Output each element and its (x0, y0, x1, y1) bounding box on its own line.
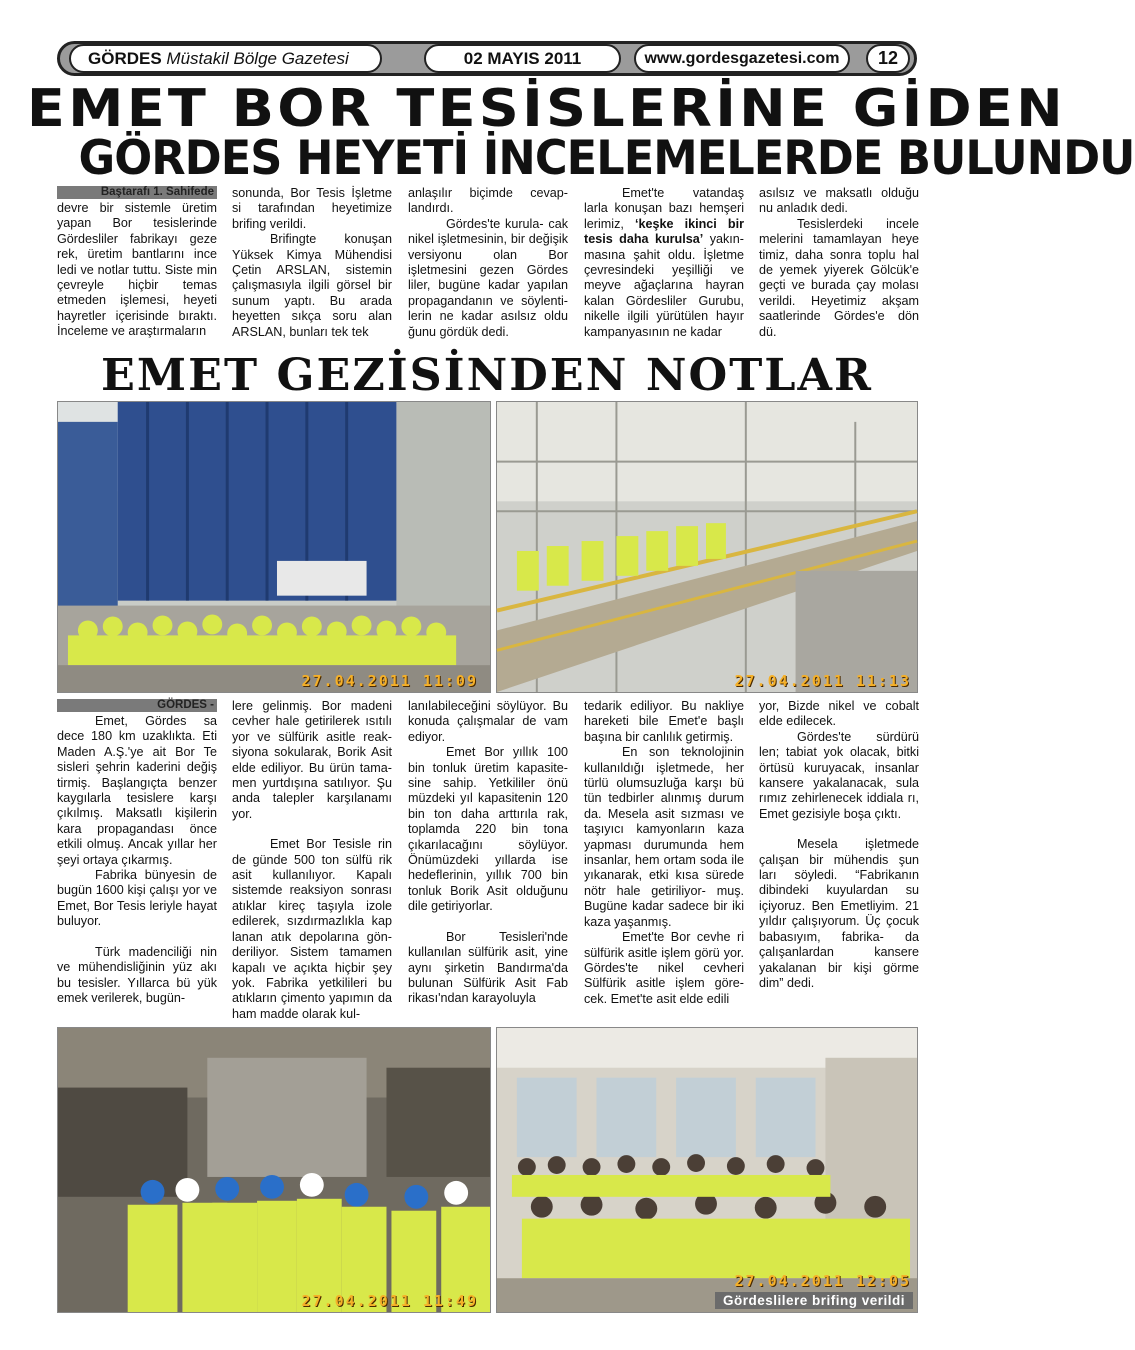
paper-tagline: Müstakil Bölge Gazetesi (166, 49, 349, 68)
article1-kicker: Baştarafı 1. Sahifede (57, 186, 217, 199)
paragraph-gap (408, 915, 568, 930)
paragraph: Emet Bor yıllık 100 bin tonluk üretim kapasite- sine sahip. Yetkililer önü müzdeki yıl kapasitenin 120 bin ton daha arttırıla rak, toplamda 220 bin tona çıkarılacağını söylüyor. Önümüzdeki yıllarda ise hedeflerinin, yıllık 700 bin tonluk Borik Asit olduğunu dile getiriyorlar. (408, 745, 568, 914)
workshop-image (58, 1028, 490, 1312)
article2-column-3 (408, 699, 568, 1007)
article2-column-1 (57, 699, 217, 1006)
briefing-room-image (497, 1028, 917, 1312)
paragraph: sonunda, Bor Tesis İşletme si tarafından heyetimize brifing verildi. (232, 186, 392, 231)
article1-column-1 (57, 186, 217, 340)
paragraph: Emet'te Bor cevhe ri sülfürik asitle işlem görü yor. Gördes'te nikel cevheri Sülfürik asitle işlem göre- cek. Emet'te asit elde edili (584, 930, 744, 1006)
paragraph: Fabrika bünyesin de bugün 1600 kişi çalışı yor ve Emet, Bor Tesis leriyle hayat buluyor. (57, 868, 217, 929)
article1-column-3 (408, 186, 568, 340)
walkway-image (497, 402, 917, 692)
paragraph: yor, Bizde nikel ve cobalt elde edilecek. (759, 699, 919, 729)
highlighted-quote: ‘keşke ikinci bir tesis daha kurulsa’ (584, 216, 744, 247)
photo-briefing-room (496, 1027, 918, 1313)
article1-column-5 (759, 186, 919, 340)
paragraph: Türk madenciliği nin ve mühendisliğinin yüz akı bu tesisler. Yıllarca bü yük emek verilerek, bugün- (57, 944, 217, 1005)
paragraph: Gördes'te kurula- cak nikel işletmesinin, bir değişik versiyonu olan Bor işletmesini gezen Gördes liler, bugüne kadar yapılan propagandanın ve söylenti- lerin ne kadar asılsız oldu ğunu gördük dedi. (408, 216, 568, 339)
paragraph: anlaşılır biçimde cevap- landırdı. (408, 186, 568, 216)
photo-factory-exterior (57, 401, 491, 693)
paragraph: devre bir sistemle üretim yapan Bor tesislerinde Gördesliler fabrikayı geze rek, üretim bantlarını ince ledi ve notlar tuttu. Siste min çevreyle hiçbir temas etmeden işlemesi, heyeti hayretler içerisinde bıraktı. İnceleme ve araştırmaların (57, 201, 217, 339)
headline-line-2: GÖRDES HEYETİ İNCELEMELERDE BULUNDU (78, 131, 1135, 186)
article2-column-5 (759, 699, 919, 991)
paragraph: tedarik ediliyor. Bu nakliye hareketi bile Emet'e başlı başına bir canlılık getirmiş. (584, 699, 744, 744)
article1-column-4 (584, 186, 744, 340)
paragraph: Tesislerdeki incele melerini tamamlayan heye timiz, daha sonra toplu hal de yemek yiyerek Gölcük'e geçti ve burada çay molası verildi. Heyetimiz akşam saatlerinde Gördes'e dön dü. (759, 216, 919, 339)
factory-exterior-image (58, 402, 490, 692)
paragraph: En son teknolojinin kullanıldığı işletmede, her türlü olumsuzluğa karşı bü tün tedbirler alınmış durum da. Mesela asit sızması ve taşıyıcı kamyonların kaza yapması durumunda hem insanlar, hem ortam soda ile yıkanarak, etki kısa sürede nötr hale getiriliyor- muş. Bugüne kadar sadece bir iki kaza yaşanmış. (584, 745, 744, 929)
paragraph: lanılabileceğini söylüyor. Bu konuda çalışmalar de vam ediyor. (408, 699, 568, 744)
photo-timestamp: 27.04.2011 11:13 (734, 672, 911, 690)
photo-timestamp: 27.04.2011 11:09 (301, 672, 478, 690)
paragraph: Bor Tesisleri'nde kullanılan sülfürik asit, yine aynı şirketin Bandırma'da bulunan Sülfürik Asit Fab rikası'ndan karayoluyla (408, 929, 568, 1006)
paper-name-pill (69, 44, 382, 73)
paragraph: lere gelinmiş. Bor madeni cevher hale getirilerek ısıtılı yor ve sülfürik asitle reak- siyona sokularak, Borik Asit elde ediliyor. Bu ürün tama- men yurtdışına satılıyor. Şu anda talepler karşılanamı yor. (232, 699, 392, 821)
paper-name: GÖRDES (88, 49, 162, 68)
paragraph: Mesela işletmede çalışan bir mühendis şun ları söyledi. “Fabrikanın dibindeki kuyulardan su içiyoruz. Ben Emetliyim. 21 yıldır çalışıyorum. Üç çocuk babasıyım, fabrika- da çalışanlardan kansere yakalanan bir kişi görme dim” dedi. (759, 837, 919, 990)
headline-line-1: EMET BOR TESİSLERİNE GİDEN (26, 79, 1066, 139)
paragraph: Gördes'te sürdürü len; tabiat yok olacak, bitki örtüsü kuruyacak, insanlar kansere yakalanacak, sula rımız zehirlenecek iddiala rı, Emet gezisiyle boşa çıktı. (759, 729, 919, 821)
paragraph-gap (232, 822, 392, 837)
photo-timestamp: 27.04.2011 12:05 (734, 1272, 911, 1290)
paragraph: asılsız ve maksatlı olduğu nu anladık dedi. (759, 186, 919, 216)
photo-timestamp: 27.04.2011 11:49 (301, 1292, 478, 1310)
paragraph-gap (759, 822, 919, 837)
section-headline: EMET GEZİSİNDEN NOTLAR (100, 350, 874, 401)
article2-column-2 (232, 699, 392, 1022)
article2-kicker: GÖRDES - (57, 699, 217, 712)
photo-walkway (496, 401, 918, 693)
website-link[interactable]: www.gordesgazetesi.com (634, 44, 850, 73)
paragraph-gap (57, 930, 217, 945)
photo-caption: Gördeslilere brifing verildi (715, 1292, 913, 1309)
paragraph: Brifingte konuşan Yüksek Kimya Mühendisi Çetin ARSLAN, sistemin çalışmasıyla ilgili görsel bir sunum yaptı. Bu arada heyetten sıkça soru alan ARSLAN, bunları tek tek (232, 232, 392, 339)
paragraph: Emet Bor Tesisle rin de günde 500 ton sülfü rik asit kullanılıyor. Kapalı sistemde reaksiyon sonrası atıklar kireç taşıyla izole edilerek, sızdırmazlıkla kap lanan atık depolarına gön- deriliyor. Sistem tamamen kapalı ve açıkta hiçbir şey yok. Fabrika yetkilileri bu atıkların çimento yapımın da ham madde olarak kul- (232, 837, 392, 1021)
issue-date: 02 MAYIS 2011 (424, 44, 621, 73)
paragraph: Emet, Gördes sa dece 180 km uzaklıkta. Eti Maden A.Ş.'ye ait Bor Te sisleri şehrin kaderini değiş tirmiş. Başlangıçta benzer kaygılarla tesislere karşı çıkılmış. Maksatlı kişilerin kara propagandası önce etkili olmuş. Ancak yıllar her şeyi ortaya çıkarmış. (57, 714, 217, 867)
photo-workshop (57, 1027, 491, 1313)
article2-column-4 (584, 699, 744, 1007)
article1-column-2 (232, 186, 392, 340)
paragraph: Emet'te vatandaş larla konuşan bazı hemşeri lerimiz, ‘keşke ikinci bir tesis daha kurulsa’ yakın- masına şahit oldu. İşletme çevresindeki yeşilliği ve meyve ağaçlarına hayran kalan Gördesliler Gurubu, nikelle ilgili yürütülen hayır kampanyasının ne kadar (584, 186, 744, 339)
page-number: 12 (866, 44, 910, 73)
